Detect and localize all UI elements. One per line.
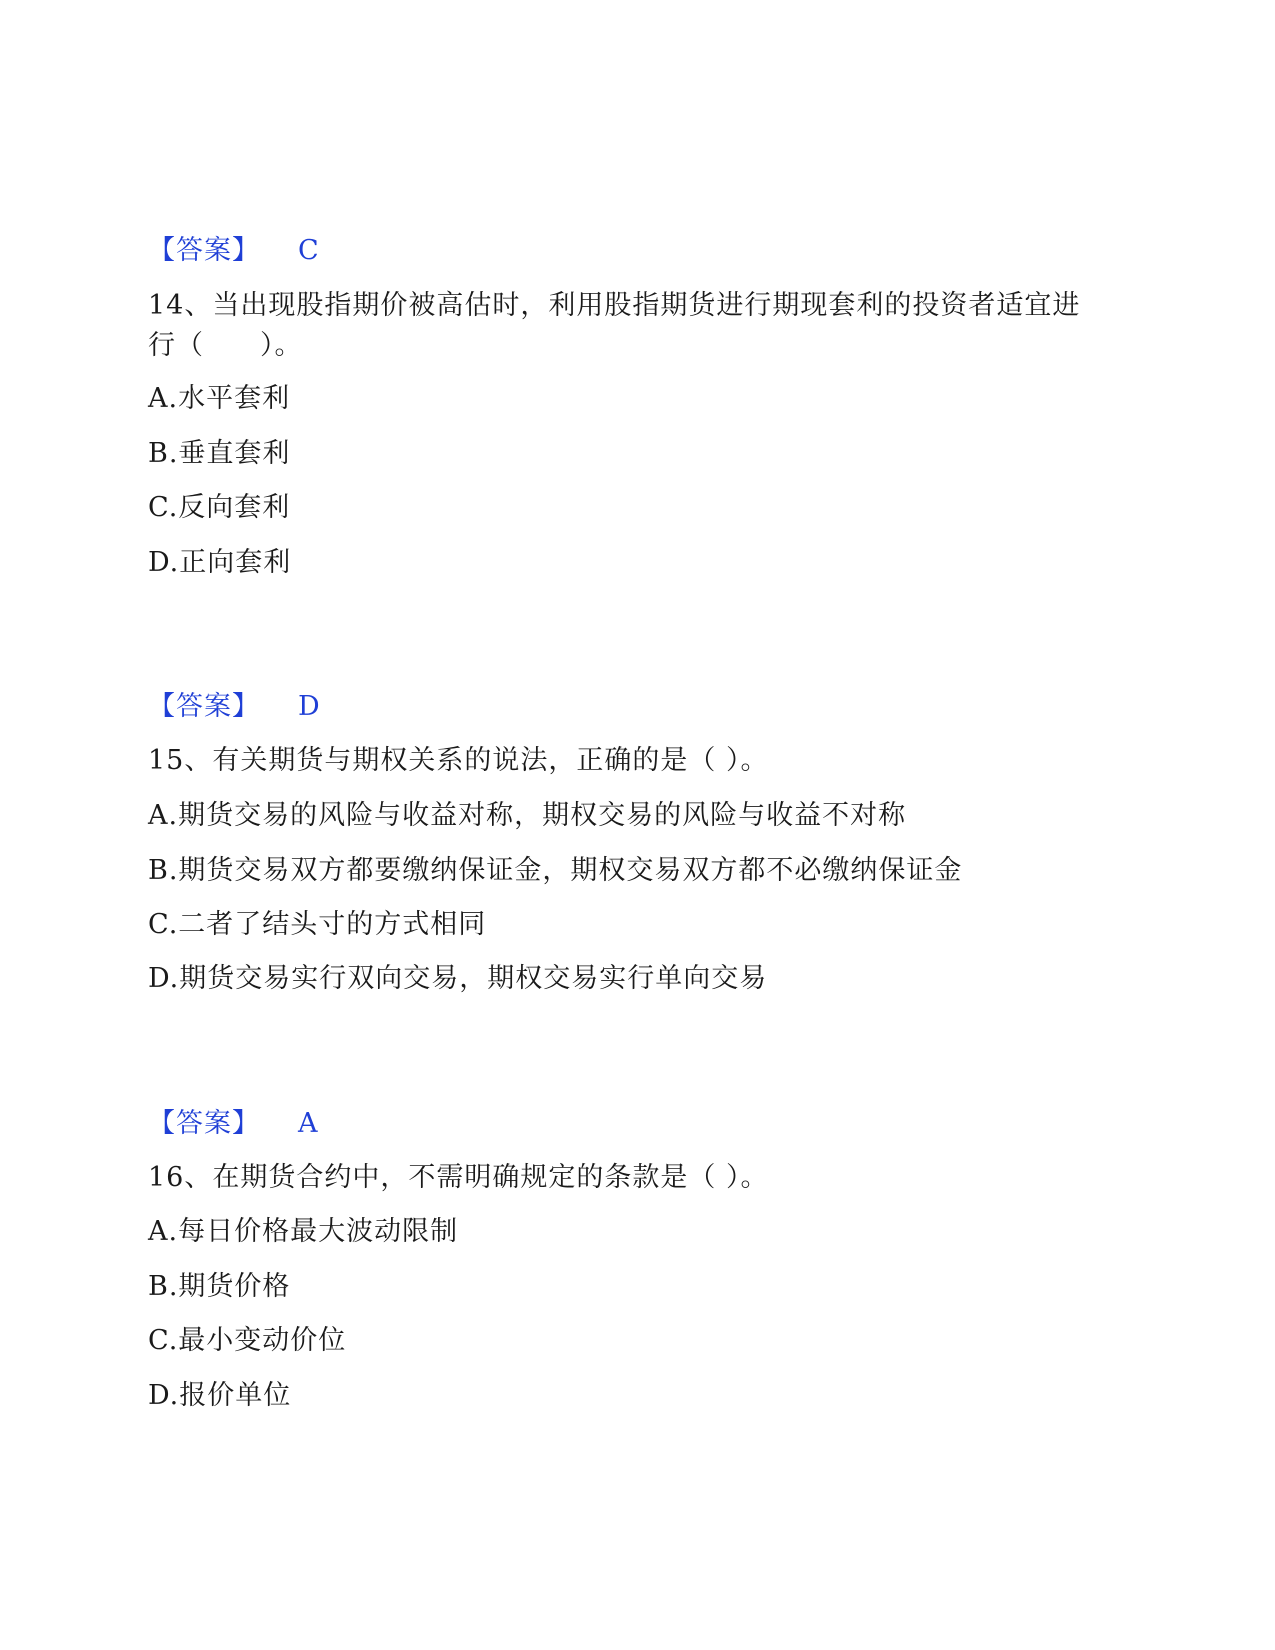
question-text: 14、当出现股指期价被高估时，利用股指期货进行期现套利的投资者适宜进行（ ）。 bbox=[148, 290, 1081, 361]
answer-label: 【答案】 bbox=[148, 235, 260, 266]
option-a: A.期货交易的风险与收益对称，期权交易的风险与收益不对称 bbox=[148, 800, 907, 831]
option-c: C.最小变动价位 bbox=[148, 1325, 347, 1356]
answer-line bbox=[148, 1105, 319, 1143]
option-d: D.正向套利 bbox=[148, 547, 292, 578]
question-text: 15、有关期货与期权关系的说法，正确的是（ ）。 bbox=[148, 745, 769, 776]
answer-line bbox=[148, 232, 320, 270]
answer-value: C bbox=[298, 235, 320, 266]
option-d: D.期货交易实行双向交易，期权交易实行单向交易 bbox=[148, 963, 768, 994]
option-c: C.反向套利 bbox=[148, 492, 291, 523]
option-a: A.每日价格最大波动限制 bbox=[148, 1216, 459, 1247]
option-b: B.垂直套利 bbox=[148, 438, 291, 469]
option-b: B.期货价格 bbox=[148, 1271, 291, 1302]
answer-label: 【答案】 bbox=[148, 691, 260, 722]
question-text: 16、在期货合约中，不需明确规定的条款是（ ）。 bbox=[148, 1162, 769, 1193]
answer-value: D bbox=[298, 691, 321, 722]
option-c: C.二者了结头寸的方式相同 bbox=[148, 909, 487, 940]
answer-value: A bbox=[298, 1108, 319, 1139]
answer-label: 【答案】 bbox=[148, 1108, 260, 1139]
option-a: A.水平套利 bbox=[148, 383, 291, 414]
option-b: B.期货交易双方都要缴纳保证金，期权交易双方都不必缴纳保证金 bbox=[148, 855, 963, 886]
answer-line bbox=[148, 688, 321, 726]
option-d: D.报价单位 bbox=[148, 1380, 292, 1411]
